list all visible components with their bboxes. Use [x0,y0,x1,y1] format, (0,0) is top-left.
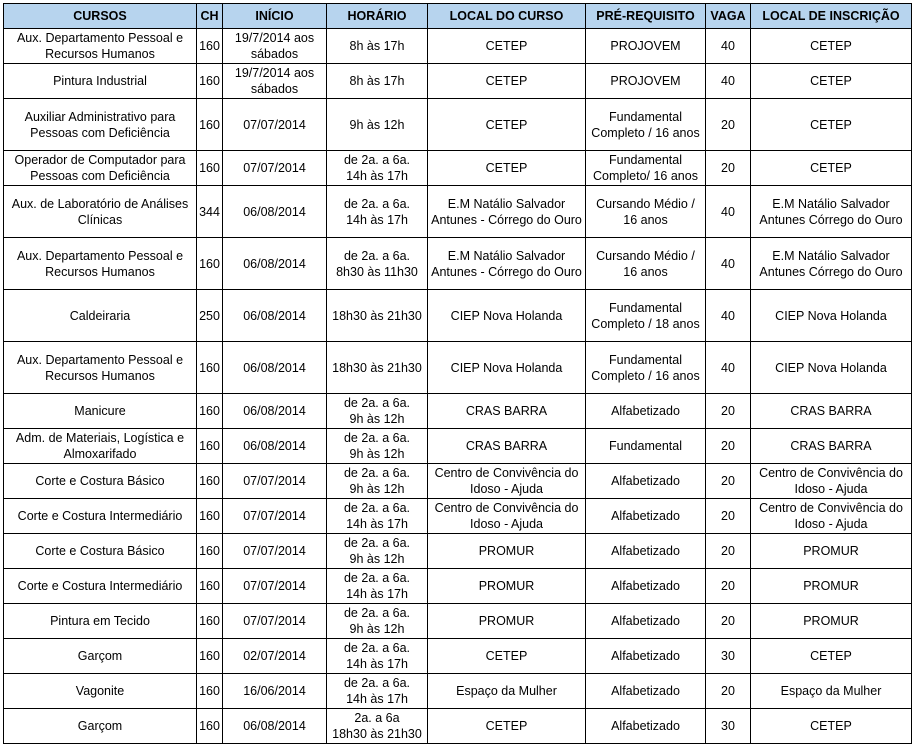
header-cursos: CURSOS [4,4,197,29]
cell-horario: de 2a. a 6a. 8h30 às 11h30 [327,238,428,290]
table-row [4,394,912,429]
cell-ch: 160 [197,64,223,99]
cell-inicio: 06/08/2014 [223,429,327,464]
cell-inicio: 06/08/2014 [223,342,327,394]
cell-pre-requisito: Alfabetizado [586,604,706,639]
cell-horario: 8h às 17h [327,29,428,64]
cell-local-inscricao: CETEP [751,639,912,674]
cell-pre-requisito: PROJOVEM [586,29,706,64]
cell-local-curso: CETEP [428,64,586,99]
cell-ch: 160 [197,464,223,499]
table-row [4,238,912,290]
cell-ch: 160 [197,29,223,64]
cell-curso: Garçom [4,709,197,744]
table-row [4,64,912,99]
cell-local-inscricao: PROMUR [751,534,912,569]
cell-pre-requisito: Alfabetizado [586,569,706,604]
cell-local-curso: CETEP [428,29,586,64]
cell-inicio: 07/07/2014 [223,464,327,499]
cell-curso: Manicure [4,394,197,429]
cell-vaga: 40 [706,186,751,238]
cell-inicio: 06/08/2014 [223,709,327,744]
cell-pre-requisito: Alfabetizado [586,639,706,674]
cell-local-curso: CRAS BARRA [428,394,586,429]
cell-local-curso: CETEP [428,639,586,674]
cell-local-inscricao: CETEP [751,64,912,99]
cell-curso: Corte e Costura Básico [4,464,197,499]
cell-ch: 160 [197,709,223,744]
table-row [4,709,912,744]
cell-pre-requisito: Fundamental Completo / 16 anos [586,342,706,394]
header-vaga: VAGA [706,4,751,29]
cell-horario: de 2a. a 6a. 14h às 17h [327,499,428,534]
cell-curso: Pintura Industrial [4,64,197,99]
cell-inicio: 06/08/2014 [223,186,327,238]
cell-local-inscricao: E.M Natálio Salvador Antunes Córrego do Ouro [751,186,912,238]
cell-inicio: 07/07/2014 [223,99,327,151]
cell-pre-requisito: Fundamental [586,429,706,464]
cell-horario: de 2a. a 6a. 14h às 17h [327,639,428,674]
cell-local-curso: CRAS BARRA [428,429,586,464]
cell-vaga: 40 [706,290,751,342]
cell-horario: de 2a. a 6a. 9h às 12h [327,604,428,639]
cell-inicio: 07/07/2014 [223,534,327,569]
cell-inicio: 19/7/2014 aos sábados [223,29,327,64]
cell-horario: de 2a. a 6a. 14h às 17h [327,186,428,238]
cell-inicio: 19/7/2014 aos sábados [223,64,327,99]
header-inicio: INÍCIO [223,4,327,29]
cell-ch: 160 [197,534,223,569]
cell-inicio: 06/08/2014 [223,394,327,429]
cell-vaga: 40 [706,238,751,290]
cell-local-inscricao: CETEP [751,99,912,151]
cell-pre-requisito: Alfabetizado [586,674,706,709]
table-row [4,342,912,394]
cell-horario: de 2a. a 6a. 9h às 12h [327,534,428,569]
cell-vaga: 20 [706,464,751,499]
cell-inicio: 16/06/2014 [223,674,327,709]
cell-local-inscricao: CIEP Nova Holanda [751,342,912,394]
cell-vaga: 20 [706,604,751,639]
cell-local-inscricao: CETEP [751,151,912,186]
header-local-inscricao: LOCAL DE INSCRIÇÃO [751,4,912,29]
cell-vaga: 40 [706,29,751,64]
cell-ch: 160 [197,499,223,534]
cell-local-inscricao: Centro de Convivência do Idoso - Ajuda [751,499,912,534]
cell-pre-requisito: Cursando Médio / 16 anos [586,238,706,290]
cell-curso: Pintura em Tecido [4,604,197,639]
table-row [4,569,912,604]
cell-local-inscricao: Centro de Convivência do Idoso - Ajuda [751,464,912,499]
cell-pre-requisito: Cursando Médio / 16 anos [586,186,706,238]
cell-local-inscricao: CETEP [751,29,912,64]
cell-ch: 160 [197,569,223,604]
cell-local-curso: Centro de Convivência do Idoso - Ajuda [428,464,586,499]
cell-curso: Garçom [4,639,197,674]
cell-local-curso: CIEP Nova Holanda [428,290,586,342]
cell-vaga: 40 [706,342,751,394]
cell-local-curso: CETEP [428,709,586,744]
cell-curso: Adm. de Materiais, Logística e Almoxarifado [4,429,197,464]
cell-local-inscricao: CRAS BARRA [751,394,912,429]
cell-vaga: 20 [706,151,751,186]
cell-horario: 18h30 às 21h30 [327,290,428,342]
cell-inicio: 07/07/2014 [223,151,327,186]
cell-inicio: 07/07/2014 [223,604,327,639]
cell-vaga: 20 [706,569,751,604]
cell-curso: Corte e Costura Básico [4,534,197,569]
cell-curso: Aux. Departamento Pessoal e Recursos Humanos [4,342,197,394]
cell-curso: Corte e Costura Intermediário [4,499,197,534]
cell-horario: 2a. a 6a 18h30 às 21h30 [327,709,428,744]
cell-curso: Aux. Departamento Pessoal e Recursos Humanos [4,29,197,64]
cell-local-inscricao: PROMUR [751,604,912,639]
cell-local-curso: PROMUR [428,534,586,569]
header-horario: HORÁRIO [327,4,428,29]
cell-inicio: 07/07/2014 [223,569,327,604]
cell-inicio: 02/07/2014 [223,639,327,674]
cell-vaga: 30 [706,709,751,744]
cell-local-curso: E.M Natálio Salvador Antunes - Córrego do Ouro [428,186,586,238]
cell-ch: 344 [197,186,223,238]
cell-local-curso: CETEP [428,99,586,151]
cell-local-inscricao: CRAS BARRA [751,429,912,464]
cell-local-inscricao: CETEP [751,709,912,744]
cell-ch: 160 [197,151,223,186]
cell-vaga: 20 [706,674,751,709]
header-row [4,4,912,29]
cell-local-curso: CIEP Nova Holanda [428,342,586,394]
cell-pre-requisito: Alfabetizado [586,394,706,429]
cell-horario: de 2a. a 6a. 14h às 17h [327,151,428,186]
cell-horario: 8h às 17h [327,64,428,99]
cell-local-inscricao: Espaço da Mulher [751,674,912,709]
cell-ch: 160 [197,342,223,394]
cell-inicio: 07/07/2014 [223,499,327,534]
cell-vaga: 20 [706,429,751,464]
header-pre-requisito: PRÉ-REQUISITO [586,4,706,29]
cell-curso: Aux. de Laboratório de Análises Clínicas [4,186,197,238]
cell-horario: de 2a. a 6a. 9h às 12h [327,394,428,429]
cell-vaga: 30 [706,639,751,674]
cell-local-curso: E.M Natálio Salvador Antunes - Córrego do Ouro [428,238,586,290]
table-row [4,674,912,709]
cell-vaga: 20 [706,499,751,534]
cell-horario: de 2a. a 6a. 14h às 17h [327,569,428,604]
table-row [4,429,912,464]
table-row [4,639,912,674]
cell-vaga: 20 [706,534,751,569]
table-row [4,290,912,342]
cell-inicio: 06/08/2014 [223,290,327,342]
cell-pre-requisito: Fundamental Completo / 16 anos [586,99,706,151]
cell-vaga: 20 [706,394,751,429]
table-row [4,604,912,639]
table-row [4,464,912,499]
cell-local-curso: PROMUR [428,604,586,639]
table-row [4,29,912,64]
cell-local-inscricao: CIEP Nova Holanda [751,290,912,342]
cell-inicio: 06/08/2014 [223,238,327,290]
header-local-curso: LOCAL DO CURSO [428,4,586,29]
cell-ch: 160 [197,394,223,429]
cell-local-inscricao: E.M Natálio Salvador Antunes Córrego do Ouro [751,238,912,290]
cell-local-inscricao: PROMUR [751,569,912,604]
cell-horario: 9h às 12h [327,99,428,151]
cell-horario: de 2a. a 6a. 9h às 12h [327,464,428,499]
cell-horario: de 2a. a 6a. 9h às 12h [327,429,428,464]
cell-ch: 160 [197,639,223,674]
cell-vaga: 40 [706,64,751,99]
table-row [4,499,912,534]
cell-pre-requisito: Alfabetizado [586,499,706,534]
cell-pre-requisito: Fundamental Completo/ 16 anos [586,151,706,186]
cell-pre-requisito: Alfabetizado [586,534,706,569]
cell-pre-requisito: Alfabetizado [586,464,706,499]
cell-local-curso: Espaço da Mulher [428,674,586,709]
cell-local-curso: CETEP [428,151,586,186]
cell-pre-requisito: Alfabetizado [586,709,706,744]
cell-curso: Vagonite [4,674,197,709]
cell-ch: 160 [197,429,223,464]
cell-ch: 160 [197,238,223,290]
header-ch: CH [197,4,223,29]
cell-curso: Corte e Costura Intermediário [4,569,197,604]
table-row [4,151,912,186]
cell-horario: de 2a. a 6a. 14h às 17h [327,674,428,709]
cell-curso: Caldeiraria [4,290,197,342]
cell-ch: 160 [197,674,223,709]
cell-curso: Aux. Departamento Pessoal e Recursos Humanos [4,238,197,290]
courses-table [3,3,912,744]
table-row [4,99,912,151]
cell-ch: 160 [197,99,223,151]
table-row [4,534,912,569]
cell-curso: Operador de Computador para Pessoas com Deficiência [4,151,197,186]
cell-curso: Auxiliar Administrativo para Pessoas com Deficiência [4,99,197,151]
cell-pre-requisito: PROJOVEM [586,64,706,99]
cell-horario: 18h30 às 21h30 [327,342,428,394]
cell-ch: 160 [197,604,223,639]
cell-vaga: 20 [706,99,751,151]
cell-pre-requisito: Fundamental Completo / 18 anos [586,290,706,342]
table-row [4,186,912,238]
cell-ch: 250 [197,290,223,342]
cell-local-curso: PROMUR [428,569,586,604]
cell-local-curso: Centro de Convivência do Idoso - Ajuda [428,499,586,534]
